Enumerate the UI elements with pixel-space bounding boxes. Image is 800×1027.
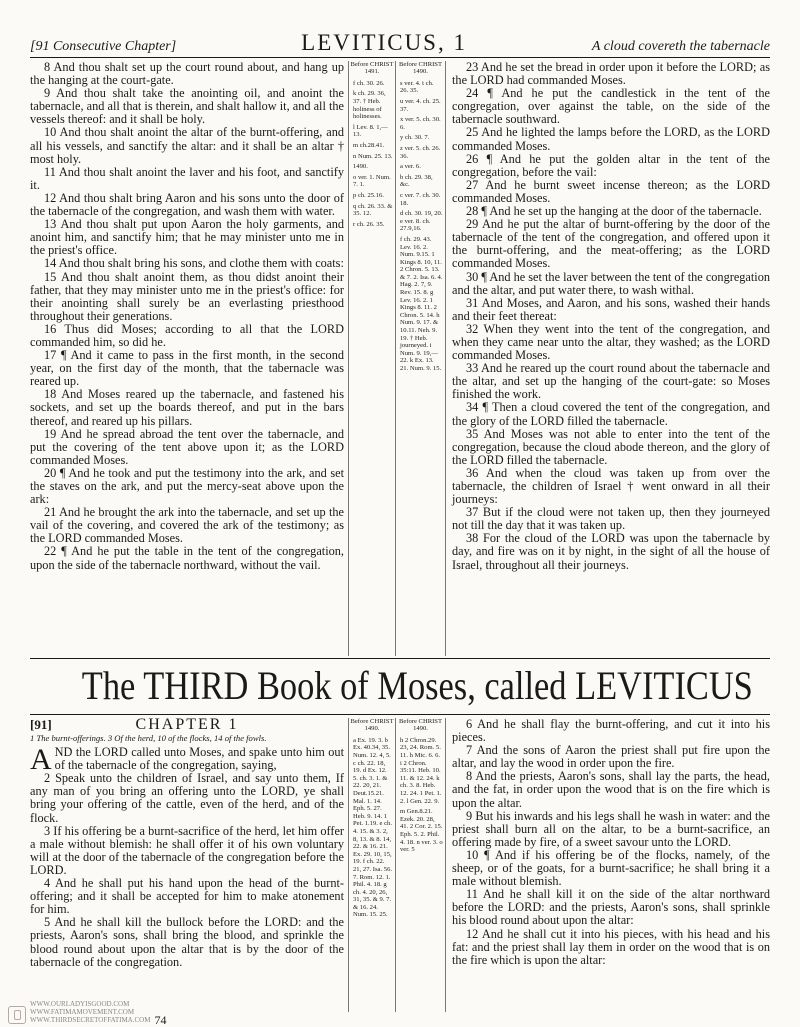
title-rule <box>30 714 770 715</box>
header-book-title: LEVITICUS, 1 <box>301 30 467 55</box>
margin-reference: x ver. 5. ch. 30. 6. <box>400 116 441 131</box>
verse: 34 ¶ Then a cloud covered the tent of the congregation, and the glory of the LORD filled the tabernacle. <box>452 400 770 428</box>
footer-url: WWW.OURLADYISGOOD.COM <box>30 1000 130 1008</box>
verse: 4 And he shall put his hand upon the head of the burnt-offering; and it shall be accepted for him to make atonement for him. <box>30 876 344 917</box>
verse: 26 ¶ And he put the golden altar in the tent of the congregation, before the vail: <box>452 151 770 179</box>
margin-date-heading: Before CHRIST 1491. <box>350 61 394 76</box>
verse: 12 And thou shalt bring Aaron and his sons unto the door of the tabernacle of the congregation, and wash them with water. <box>30 190 344 219</box>
header-topic: A cloud covereth the tabernacle <box>591 39 770 54</box>
margin-reference: c ver. 7. ch. 30. 18. <box>400 191 441 207</box>
top-left-column <box>30 61 348 656</box>
chapter-summary: 1 The burnt-offerings. 3 Of the herd, 10 of the flocks, 14 of the fowls. <box>30 733 267 744</box>
running-header <box>30 30 770 54</box>
margin-reference: d ch. 30. 19, 20. e ver. 8. ch. 27.9,16. <box>400 210 443 233</box>
top-margin-notes-1 <box>348 61 395 656</box>
header-rule <box>30 57 770 58</box>
verse: 22 ¶ And he put the table in the tent of the congregation, upon the side of the tabernacle northward, without the vail. <box>30 544 344 572</box>
verse-1-text: ND the LORD called unto Moses, and spake unto him out of the tabernacle of the congregation, saying, <box>54 745 344 773</box>
margin-reference: y ch. 30. 7. <box>400 134 430 142</box>
verse: 8 And thou shalt set up the court round about, and hang up the hanging at the court-gate. <box>30 61 344 88</box>
header-chapter-ref: [91 Consecutive Chapter] <box>30 39 177 54</box>
margin-reference: r ch. 26. 35. <box>353 220 385 228</box>
margin-reference: b ch. 29. 38, &c. <box>400 173 433 189</box>
verse: 10 And thou shalt anoint the altar of the burnt-offering, and all his vessels, and sanctify the altar: and it shall be an altar † most holy. <box>30 125 344 166</box>
margin-reference: o ver. 1. Num. 7. 1. <box>353 173 391 189</box>
margin-reference: h 2 Chron.29. 23, 24. Rom. 5. 11. h Mic. 6. 6. i 2 Chron. 35:11. Heb. 10. 11. & 12. 24. k ch. 3. 8. Heb. 12. 24. 1 Pet. 1. 2. l Gen. 22. 9. <box>400 736 442 805</box>
verse: 11 And thou shalt anoint the laver and his foot, and sanctify it. <box>30 164 344 192</box>
margin-reference: f ch. 29. 43. Lev. 16. 2. Num. 9.15. 1 Kings 8. 10, 11. 2 Chron. 5. 13. & 7. 2. Isa. 6. 4. Hag. 2. 7, 9. Rev. 15. 8. g Lev. 16. 2. 1 Kings 8. 11. 2 Chron. 5. 14. h Num. 9. 17. & 10.11. Neh. 9. 19. † Heb. journeyed. i Num. 9. 19,—22. k Ex. 13. 21. Num. 9. 15. <box>400 235 443 372</box>
verse: 10 ¶ And if his offering be of the flocks, namely, of the sheep, or of the goats, for a burnt-sacrifice; he shall bring it a male without blemish. <box>452 847 770 889</box>
verse: 7 And the sons of Aaron the priest shall put fire upon the altar, and lay the wood in order upon the fire. <box>452 743 770 771</box>
margin-reference: u ver. 4. ch. 25. 37. <box>400 98 441 113</box>
verse: 17 ¶ And it came to pass in the first month, in the second year, on the first day of the month, that the tabernacle was reared up. <box>30 348 344 389</box>
verse: 12 And he shall cut it into his pieces, with his head and his fat: and the priest shall lay them in order on the wood that is on the fire which is upon the altar: <box>452 926 770 967</box>
book-title: The THIRD Book of Moses, called LEVITICUS <box>81 663 753 708</box>
verse: 32 When they went into the tent of the congregation, and when they came near unto the altar, they washed; as the LORD commanded Moses. <box>452 321 770 363</box>
chapter-number: [91] <box>30 718 52 732</box>
verse: 23 And he set the bread in order upon it before the LORD; as the LORD had commanded Moses. <box>452 61 770 88</box>
verse: 29 And he put the altar of burnt-offering by the door of the tabernacle of the tent of the congregation, and offered upon it the burnt-offering, and the meat-offering; as the LORD commanded Moses. <box>452 217 770 271</box>
drop-cap: A <box>30 743 52 777</box>
margin-reference: 1490. <box>353 163 368 171</box>
margin-reference: a Ex. 19. 3. b Ex. 40.34, 35. Num. 12. 4, 5. c ch. 22. 18, 19. d Ex. 12. 5. ch. 3. 1. & 22. 20, 21. Deut.15.21. Mal. 1. 14. Eph. 5. 27. Heb. 9. 14. 1 Pet. 1.19. e ch. 4. 15. & 3. 2, 8, 13. & 8. 14, 22. & 16. 21. Ex. 29. 10, 15, 19. f ch. 22. 21, 27. Isa. 56. 7. Rom. 12. 1. Phil. 4. 18. g ch. 4. 20, 26, 31, 35. & 9. 7. & 16. 24. Num. 15. 25. <box>353 736 393 919</box>
margin-reference: k ch. 29. 36, 37. † Heb. holiness of holinesses. <box>353 90 386 121</box>
margin-reference: s ver. 4. t ch. 26. 35. <box>400 79 434 95</box>
verse: 11 And he shall kill it on the side of the altar northward before the LORD: and the priests, Aaron's sons, shall sprinkle his blood round about upon the altar: <box>452 887 770 928</box>
verse: 36 And when the cloud was taken up from over the tabernacle, the children of Israel † went onward in all their journeys: <box>452 465 770 507</box>
verse: 37 But if the cloud were not taken up, then they journeyed not till the day that it was taken up. <box>452 505 770 533</box>
section-rule <box>30 658 770 659</box>
verse: 18 And Moses reared up the tabernacle, and fastened his sockets, and set up the boards thereof, and put in the bars thereof, and reared up his pillars. <box>30 387 344 428</box>
verse: 27 And he burnt sweet incense thereon; as the LORD commanded Moses. <box>452 177 770 205</box>
verse: 9 And thou shalt take the anointing oil, and anoint the tabernacle, and all that is therein, and shalt hallow it, and all the vessels thereof: and it shall be holy. <box>30 86 344 127</box>
margin-date-heading: Before CHRIST 1490. <box>350 718 394 733</box>
verse: 38 For the cloud of the LORD was upon the tabernacle by day, and fire was on it by night, in the sight of all the house of Israel, throughout all their journeys. <box>452 531 770 572</box>
verse: 21 And he brought the ark into the tabernacle, and set up the vail of the covering, and covered the ark of the testimony; as the LORD commanded Moses. <box>30 505 344 546</box>
verse: 15 And thou shalt anoint them, as thou didst anoint their father, that they may minister unto me in the priest's office: for their anointing shall surely be an everlasting priesthood throughout their generations. <box>30 269 344 323</box>
verse: 13 And thou shalt put upon Aaron the holy garments, and anoint him, and sanctify him; that he may minister unto me in the priest's office. <box>30 217 344 258</box>
margin-reference: l Lev. 8. 1,—13. <box>353 123 388 139</box>
verse: 35 And Moses was not able to enter into the tent of the congregation, because the cloud abode thereon, and the glory of the LORD filled the tabernacle. <box>452 426 770 467</box>
margin-reference: q ch. 26. 33. & 35. 12. <box>353 202 393 218</box>
verse: 5 And he shall kill the bullock before the LORD: and the priests, Aaron's sons, shall bring the blood, and sprinkle the blood round about upon the altar that is by the door of the tabernacle of the congregation. <box>30 915 344 969</box>
verse: 6 And he shall flay the burnt-offering, and cut it into his pieces. <box>452 718 770 745</box>
verse: 28 ¶ And he set up the hanging at the door of the tabernacle. <box>466 204 762 219</box>
top-margin-notes-2 <box>395 61 446 656</box>
verse: 8 And the priests, Aaron's sons, shall lay the parts, the head, and the fat, in order upon the wood that is on the fire which is upon the altar. <box>452 769 770 810</box>
verse: 16 Thus did Moses; according to all that the LORD commanded him, so did he. <box>30 321 344 349</box>
verse: 31 And Moses, and Aaron, and his sons, washed their hands and their feet thereat: <box>452 295 770 323</box>
verse: 25 And he lighted the lamps before the LORD, as the LORD commanded Moses. <box>452 125 770 153</box>
verse: 30 ¶ And he set the laver between the tent of the congregation and the altar, and put water there, to wash withal. <box>452 269 770 297</box>
verse: 14 And thou shalt bring his sons, and clothe them with coats: <box>44 256 344 271</box>
margin-reference: p ch. 25.16. <box>353 191 384 199</box>
chapter-margin-notes-2 <box>395 718 446 1012</box>
chapter-left-column <box>30 718 348 1012</box>
chapter-right-column <box>446 718 770 1012</box>
verse: 20 ¶ And he took and put the testimony into the ark, and set the staves on the ark, and put the mercy-seat above upon the ark: <box>30 465 344 507</box>
margin-reference: a ver. 6. <box>400 163 421 171</box>
verse: 19 And he spread abroad the tent over the tabernacle, and put the covering of the tent above upon it; as the LORD commanded Moses. <box>30 426 344 467</box>
verse: 9 But his inwards and his legs shall he wash in water: and the priest shall burn all on the altar, to be a burnt-sacrifice, an offering made by fire, of a sweet savour unto the LORD. <box>452 808 770 849</box>
top-right-column <box>446 61 770 656</box>
verse: 33 And he reared up the court round about the tabernacle and the altar, and set up the hanging of the court-gate: so Moses finished the work. <box>452 361 770 402</box>
margin-reference: n Num. 25. 13. <box>353 152 393 160</box>
margin-date-heading: Before CHRIST 1490. <box>398 61 443 76</box>
chapter-section <box>30 718 770 1012</box>
top-section <box>30 61 770 656</box>
footer-urls <box>30 1000 150 1024</box>
margin-reference: m ch.28.41. <box>353 141 385 149</box>
verse: 24 ¶ And he put the candlestick in the tent of the congregation, over against the table, on the side of the tabernacle southward. <box>452 86 770 127</box>
chapter-heading <box>30 718 344 731</box>
verse: 2 Speak unto the children of Israel, and say unto them, If any man of you bring an offering unto the LORD, ye shall bring your offering of the cattle, even of the herd, and of the flock. <box>30 771 344 825</box>
margin-reference: m Gen.8.21. Ezek. 20. 28, 41. 2 Cor. 2. 15. Eph. 5. 2. Phil. 4. 18. n ver. 3. o ver. 5 <box>400 808 443 854</box>
margin-reference: f ch. 30. 26. <box>353 79 385 87</box>
margin-date-heading: Before CHRIST 1490. <box>398 718 443 733</box>
footer-url: WWW.THIRDSECRETOFFATIMA.COM <box>30 1016 151 1024</box>
verse-1 <box>30 743 344 777</box>
seal-icon <box>8 1006 26 1024</box>
margin-reference: z ver. 5. ch. 26. 36. <box>400 144 441 160</box>
page-number: 74 <box>154 1013 167 1027</box>
footer-url: WWW.FATIMAMOVEMENT.COM <box>30 1008 135 1016</box>
footer <box>8 1000 167 1027</box>
verse: 3 If his offering be a burnt-sacrifice of the herd, let him offer a male without blemish: he shall offer it of his own voluntary will at the door of the tabernacle of the congregation before the LORD. <box>30 823 344 877</box>
chapter-title: CHAPTER 1 <box>135 718 239 733</box>
chapter-margin-notes-1 <box>348 718 395 1012</box>
